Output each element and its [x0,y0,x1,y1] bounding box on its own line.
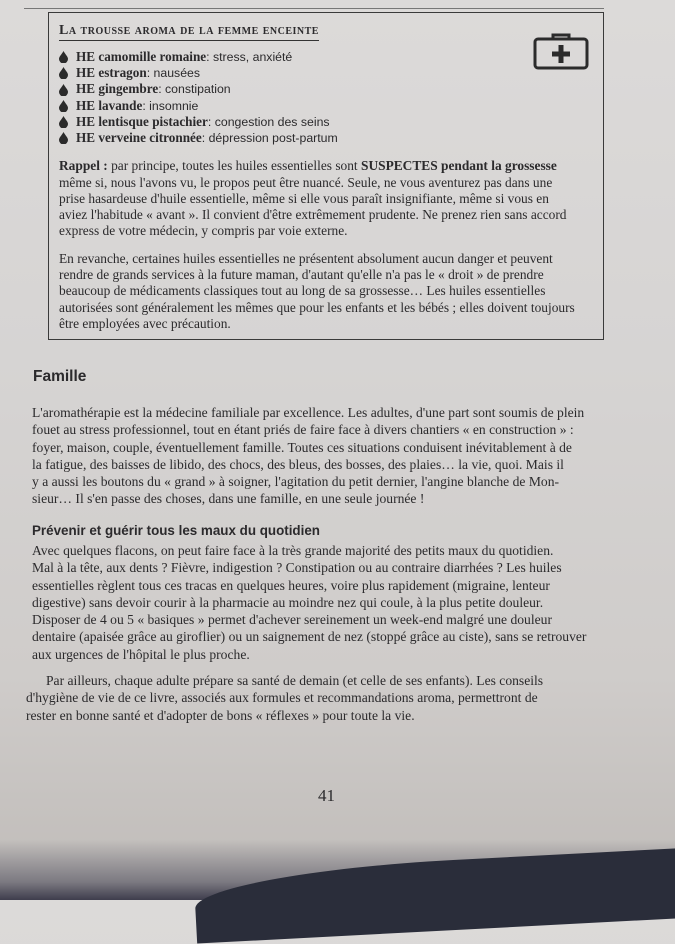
oil-name: HE verveine citronnée [76,130,202,146]
text-line: Avec quelques flacons, on peut faire face à la très grande majorité des petits maux du quotidien. [32,543,554,558]
top-rule [24,0,604,9]
ailleurs-paragraph [26,672,626,724]
text-line: aux urgences de l'hôpital le plus proche. [32,646,250,662]
oil-list [59,49,593,146]
oil-item [59,49,593,65]
revanche-line: être employées avec précaution. [59,315,231,331]
text-line: fouet au stress professionnel, tout en étant priés de faire face à divers chantiers « en construction » : [32,422,574,438]
prevenir-paragraph [32,542,632,663]
drop-icon [59,132,68,144]
oil-use: : dépression post-partum [201,131,338,146]
text-line: sieur… Il s'en passe des choses, dans une famille, en une seule journée ! [32,491,425,507]
rappel-line: prise hasardeuse d'huile essentielle, même si elle vous paraît insignifiante, même si vous en [59,190,549,206]
oil-use: : nausées [146,66,201,81]
oil-use: : insomnie [142,98,199,113]
text-line: Disposer de 4 ou 5 « basiques » permet d'achever sereinement un week-end malgré une douleur [32,612,552,628]
oil-name: HE estragon [76,65,147,81]
oil-item [59,130,593,146]
drop-icon [59,51,68,63]
text-line: d'hygiène de vie de ce livre, associés aux formules et recommandations aroma, permettront de [26,690,538,706]
text-line: L'aromathérapie est la médecine familiale par excellence. Les adultes, d'une part sont soumis de plein [32,405,585,420]
famille-paragraph [32,404,632,508]
info-box [48,12,604,340]
oil-use: : stress, anxiété [206,50,293,64]
rappel-line: même si, nous l'avons vu, le propos peut être nuancé. Seule, ne vous aventurez pas dans une [59,174,553,190]
rappel-line [59,158,593,174]
revanche-line: En revanche, certaines huiles essentielles ne présentent absolument aucun danger et peuvent [59,250,553,266]
rappel-paragraph [59,158,593,239]
revanche-paragraph [59,251,593,332]
rappel-text: par principe, toutes les huiles essentielles sont [107,158,361,174]
section-title-famille: Famille [33,368,87,385]
oil-name: HE camomille romaine [76,49,207,64]
rappel-emphasis: SUSPECTES pendant la grossesse [361,158,557,174]
text-line: Par ailleurs, chaque adulte prépare sa santé de demain (et celle de ses enfants). Les conseils [46,673,544,688]
oil-item [59,65,593,81]
drop-icon [59,100,68,112]
text-line: y a aussi les boutons du « grand » à soigner, l'agitation du petit dernier, l'angine blanche de Mon- [32,474,560,490]
oil-name: HE lentisque pistachier [76,113,208,129]
oil-use: : constipation [158,82,231,97]
text-line: la fatigue, des baisses de libido, des chocs, des bleus, des bosses, des plaies… la vie, quoi. Mais il [32,456,564,472]
revanche-line: autorisées sont généralement les mêmes que pour les enfants et les bébés ; elles doivent toujours [59,299,575,315]
oil-name: HE gingembre [76,81,159,97]
text-line: Mal à la tête, aux dents ? Fièvre, indigestion ? Constipation ou au contraire diarrhées ? Les huiles [32,560,562,576]
text-line: digestive) sans devoir courir à la pharmacie au moindre nez qui coule, à la plus petite douleur. [32,594,544,610]
oil-item [59,114,593,130]
subsection-title-prevenir: Prévenir et guérir tous les maux du quotidien [32,523,320,538]
text-line: dentaire (apaisée grâce au giroflier) ou un saignement de nez (stoppé grâce au ciste), sans se retrouver [32,629,587,645]
first-aid-kit-icon [531,31,591,71]
revanche-line: rendre de grands services à la future maman, d'autant qu'elle n'a pas le « droit » de prendre [59,267,544,282]
box-title: La trousse aroma de la femme enceinte [59,23,319,41]
drop-icon [59,67,68,79]
oil-use: : congestion des seins [207,114,330,129]
text-line: rester en bonne santé et d'adopter de bons « réflexes » pour toute la vie. [26,707,415,723]
page-number: 41 [318,786,335,805]
text-line: foyer, maison, couple, éventuellement famille. Toutes ces situations conduisent inévitablement à de [32,439,572,455]
rappel-label: Rappel : [59,158,108,174]
drop-icon [59,84,68,96]
rappel-line: express de votre médecin, y compris par voie externe. [59,223,348,239]
oil-item [59,98,593,114]
drop-icon [59,116,68,128]
oil-item [59,81,593,97]
text-line: essentielles règlent tous ces tracas en quelques heures, voire plus rapidement (migraine, lenteur [32,577,550,593]
rappel-line: aviez l'habitude « avant ». Il convient d'être extrêmement prudente. Ne prenez rien sans accord [59,207,567,223]
revanche-line: beaucoup de médicaments classiques tout au long de sa grossesse… Les huiles essentielles [59,283,546,299]
oil-name: HE lavande [76,97,143,113]
